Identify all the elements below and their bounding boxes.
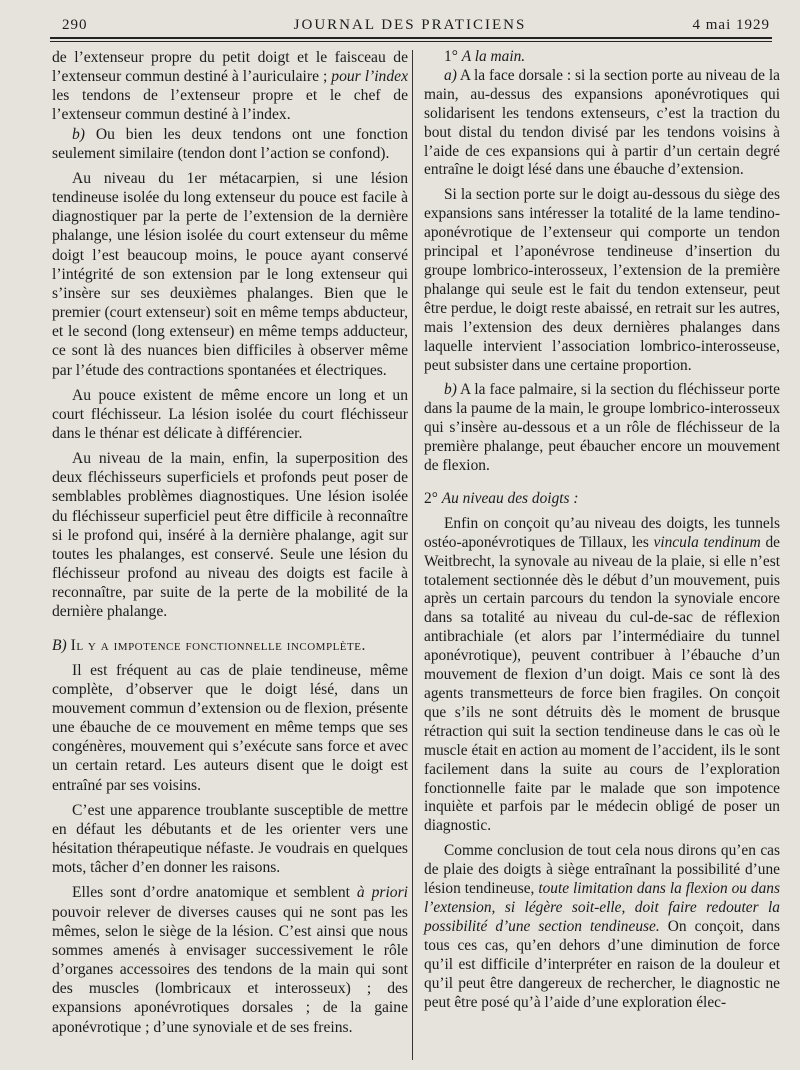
paragraph: b) Ou bien les deux tendons ont une fonction seulement similaire (tendon dont l’action se confond).	[52, 125, 408, 162]
paragraph: Au niveau du 1er métacarpien, si une lésion tendineuse isolée du long extenseur du pouce est facile à diagnostiquer par la perte de l’extension de la dernière phalange, une lésion isolée du court extenseur du même doigt l’est beaucoup moins, le pouce ayant conservé l’intégrité de son extension par le long extenseur qui s’insère sur ses deuxièmes phalanges. Bien que le premier (court extenseur) soit en même temps abducteur, et le second (long extenseur) en même temps adducteur, ce sont là des nuances bien difficiles à observer même par l’étude des contractions spontanées et électriques.	[52, 169, 408, 379]
paragraph: de l’extenseur propre du petit doigt et le faisceau de l’extenseur commun destiné à l’auriculaire ; pour l’index les tendons de l’extenseur propre et le chef de l’extenseur commun destiné à l’index.	[52, 49, 408, 124]
running-header	[50, 14, 770, 36]
paragraph: C’est une apparence troublante susceptible de mettre en défaut les débutants et de les orienter vers une hésitation thérapeutique néfaste. Je voudrais en quelques mots, tâcher d’en donner les raisons.	[52, 801, 408, 877]
paragraph: Elles sont d’ordre anatomique et semblent à priori pouvoir relever de diverses causes qui ne sont pas les mêmes, selon le siège de la lésion. C’est ainsi que nous sommes amenés à envisager successivement le rôle d’organes accessoires des tendons de la main qui sont des muscles (lombricaux et interosseux) ; des expansions aponévrotiques dorsales ; de la gaine aponévrotique ; d’une synoviale et de ses freins.	[52, 884, 408, 1036]
header-rule	[50, 37, 772, 39]
paragraph: b) A la face palmaire, si la section du fléchisseur porte dans la paume de la main, le groupe lombrico-interosseux qui s’insère au-dessous et a un rôle de fléchisseur de la première phalange, peut ébaucher encore un mouvement de flexion.	[424, 381, 781, 475]
paragraph: a) A la face dorsale : si la section porte au niveau de la main, au-dessus des expansions aponévrotiques qui solidarisent les tendons extenseurs, c’est la traction du bout distal du tendon divisé par les tendons voisins à l’aide de ces expansions qui à partir d’un certain degré entraîne le doigt lésé dans une ébauche d’extension.	[424, 66, 780, 179]
paragraph: Si la section porte sur le doigt au-dessous du siège des expansions sans intéresser la totalité de la lame tendino-aponévrotique de l’extenseur qui comporte un tendon principal et l’aponévrose tendineuse d’insertion du groupe lombrico-interosseux, l’extension de la première phalange qui seule est le fait du tendon extenseur, peut être perdue, le doigt reste abaissé, en retrait sur les autres, mais l’extension des deux dernières phalanges dans laquelle intervient l’association lombrico-interosseuse, peut subsister dans une certaine proportion.	[424, 186, 780, 374]
header-rule-thin	[50, 41, 772, 42]
section-heading: 2° Au niveau des doigts :	[424, 489, 579, 507]
column-divider	[412, 50, 413, 1060]
left-column	[52, 48, 408, 1037]
journal-title: JOURNAL DES PRATICIENS	[293, 17, 527, 33]
issue-date: 4 mai 1929	[692, 17, 770, 33]
section-heading: B) Il y a impotence fonctionnelle incomplète.	[52, 636, 366, 654]
right-column	[424, 48, 780, 1012]
paragraph: Au pouce existent de même encore un long et un court fléchisseur. La lésion isolée du court fléchisseur dans le thénar est délicate à différencier.	[52, 386, 408, 442]
page-number: 290	[62, 17, 88, 33]
paragraph: Il est fréquent au cas de plaie tendineuse, même complète, d’observer que le doigt lésé, dans un mouvement commun d’extension ou de flexion, présente une ébauche de ce mouvement en même temps que ses congénères, mouvement qui s’exécute sans force et avec un certain retard. Les auteurs disent que le doigt est entraîné par ses voisins.	[52, 661, 408, 794]
paragraph: Au niveau de la main, enfin, la superposition des deux fléchisseurs superficiels et profonds peut poser de semblables problèmes diagnostiques. Une lésion isolée du fléchisseur superficiel peut être difficile à reconnaître si le profond qui, inséré à la dernière phalange, agit sur toutes les phalanges, est conservé. Seule une lésion du fléchisseur profond au niveau des doigts est facile à reconnaître, par suite de la perte de la mobilité de la dernière phalange.	[52, 450, 408, 621]
paragraph: Enfin on conçoit qu’au niveau des doigts, les tunnels ostéo-aponévrotiques de Tillaux, les vincula tendinum de Weitbrecht, la synovale au niveau de la plaie, si elle n’est totalement sectionnée dès le début d’un mouvement, puis après un certain parcours du tendon la synoviale encore dans sa totalité au niveau du cul-de-sac de réflexion antibrachiale (et alors par l’intermédiaire du tunnel aponévrotique), peuvent contribuer à l’ébauche d’un mouvement de flexion d’un doigt. Mais ce sont là des agents transmetteurs de force bien fragiles. On conçoit que s’ils ne sont détruits dès le moment de brusque rétraction qui suit la section tendineuse dans le cas où le muscle était en action au moment de l’accident, ils le sont facilement dans la suite au cours de l’exploration fonctionnelle faite par le malade que son impotence inquiète et parfois par le médecin obligé de poser un diagnostic.	[424, 514, 781, 835]
paragraph: Comme conclusion de tout cela nous dirons qu’en cas de plaie des doigts à siège entraînant la possibilité d’une lésion tendineuse, toute limitation dans la flexion ou dans l’extension, si légère soit-elle, doit faire redouter la possibilité d’une section tendineuse. On conçoit, dans tous ces cas, qu’en dehors d’une diminution de force qu’il est difficile d’interpréter en raison de la douleur et qu’il peut être dangereux de rechercher, le diagnostic ne peut être posé qu’à l’aide d’une exploration élec-	[424, 842, 780, 1011]
section-heading: 1° A la main.	[444, 48, 526, 65]
